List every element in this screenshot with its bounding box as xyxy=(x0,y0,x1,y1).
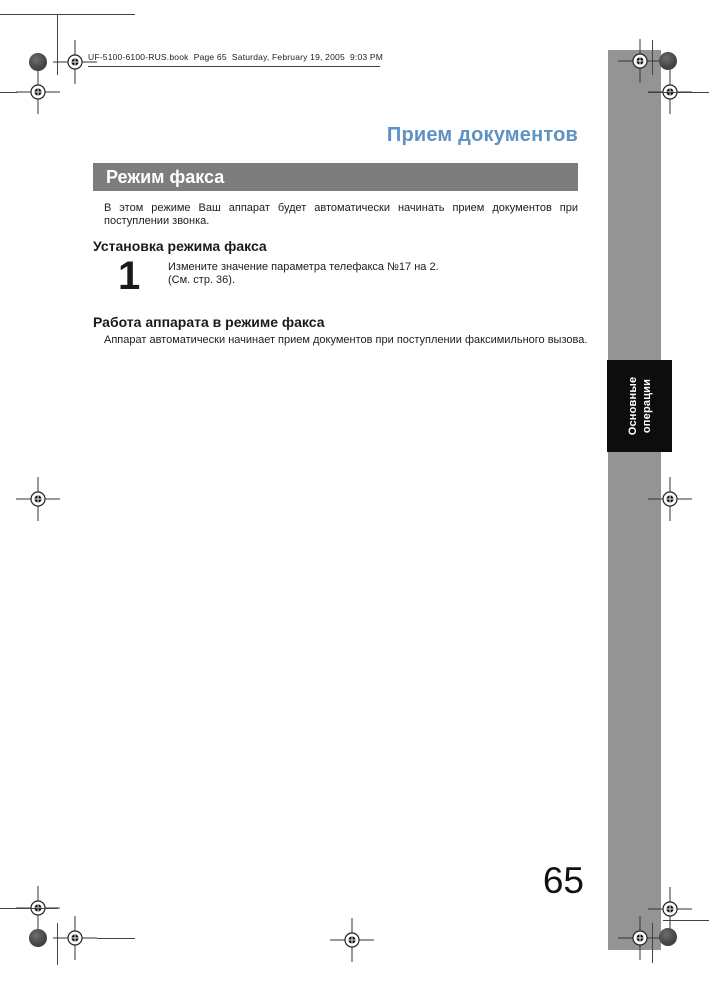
trim-line xyxy=(97,938,135,939)
header-rule xyxy=(88,66,380,67)
trim-line xyxy=(648,92,709,93)
registration-mark-icon xyxy=(53,916,97,960)
trim-line xyxy=(652,923,653,963)
registration-mark-icon xyxy=(16,70,60,114)
chapter-tab-label xyxy=(626,366,654,446)
trim-line xyxy=(0,14,135,15)
step-number: 1 xyxy=(118,254,141,298)
halftone-dot xyxy=(659,52,677,70)
halftone-dot xyxy=(29,929,47,947)
chapter-tab xyxy=(607,360,672,452)
registration-mark-icon xyxy=(330,918,374,962)
chapter-title: Прием документов xyxy=(386,124,578,146)
step-instruction xyxy=(168,261,578,286)
operation-paragraph: Аппарат автоматически начинает прием документов при поступлении факсимильного вызова. xyxy=(104,334,588,346)
trim-line xyxy=(57,923,58,965)
section-banner xyxy=(93,163,578,191)
trim-line xyxy=(0,908,58,909)
trim-line xyxy=(663,920,709,921)
trim-line xyxy=(0,92,17,93)
registration-mark-icon xyxy=(16,477,60,521)
halftone-dot xyxy=(659,928,677,946)
intro-paragraph: В этом режиме Ваш аппарат будет автоматически начинать прием документов при поступлении звонка. xyxy=(104,202,578,227)
trim-line xyxy=(57,14,58,75)
subsection-title-operation: Работа аппарата в режиме факса xyxy=(93,314,325,330)
section-banner-label: Режим факса xyxy=(106,166,225,187)
step-instruction-line2: (См. стр. 36). xyxy=(168,273,236,286)
trim-line xyxy=(652,40,653,75)
chapter-tab-label-line1: Основные xyxy=(626,376,639,436)
halftone-dot xyxy=(29,53,47,71)
registration-mark-icon xyxy=(648,477,692,521)
step-instruction-line1: Измените значение параметра телефакса №17 на 2. xyxy=(168,261,439,273)
registration-mark-icon xyxy=(618,916,662,960)
subsection-title-setup: Установка режима факса xyxy=(93,238,267,254)
page-number: 65 xyxy=(542,860,584,901)
print-header-text: UF-5100-6100-RUS.book Page 65 Saturday, February 19, 2005 9:03 PM xyxy=(88,52,384,62)
chapter-tab-label-line2: операции xyxy=(640,378,653,434)
